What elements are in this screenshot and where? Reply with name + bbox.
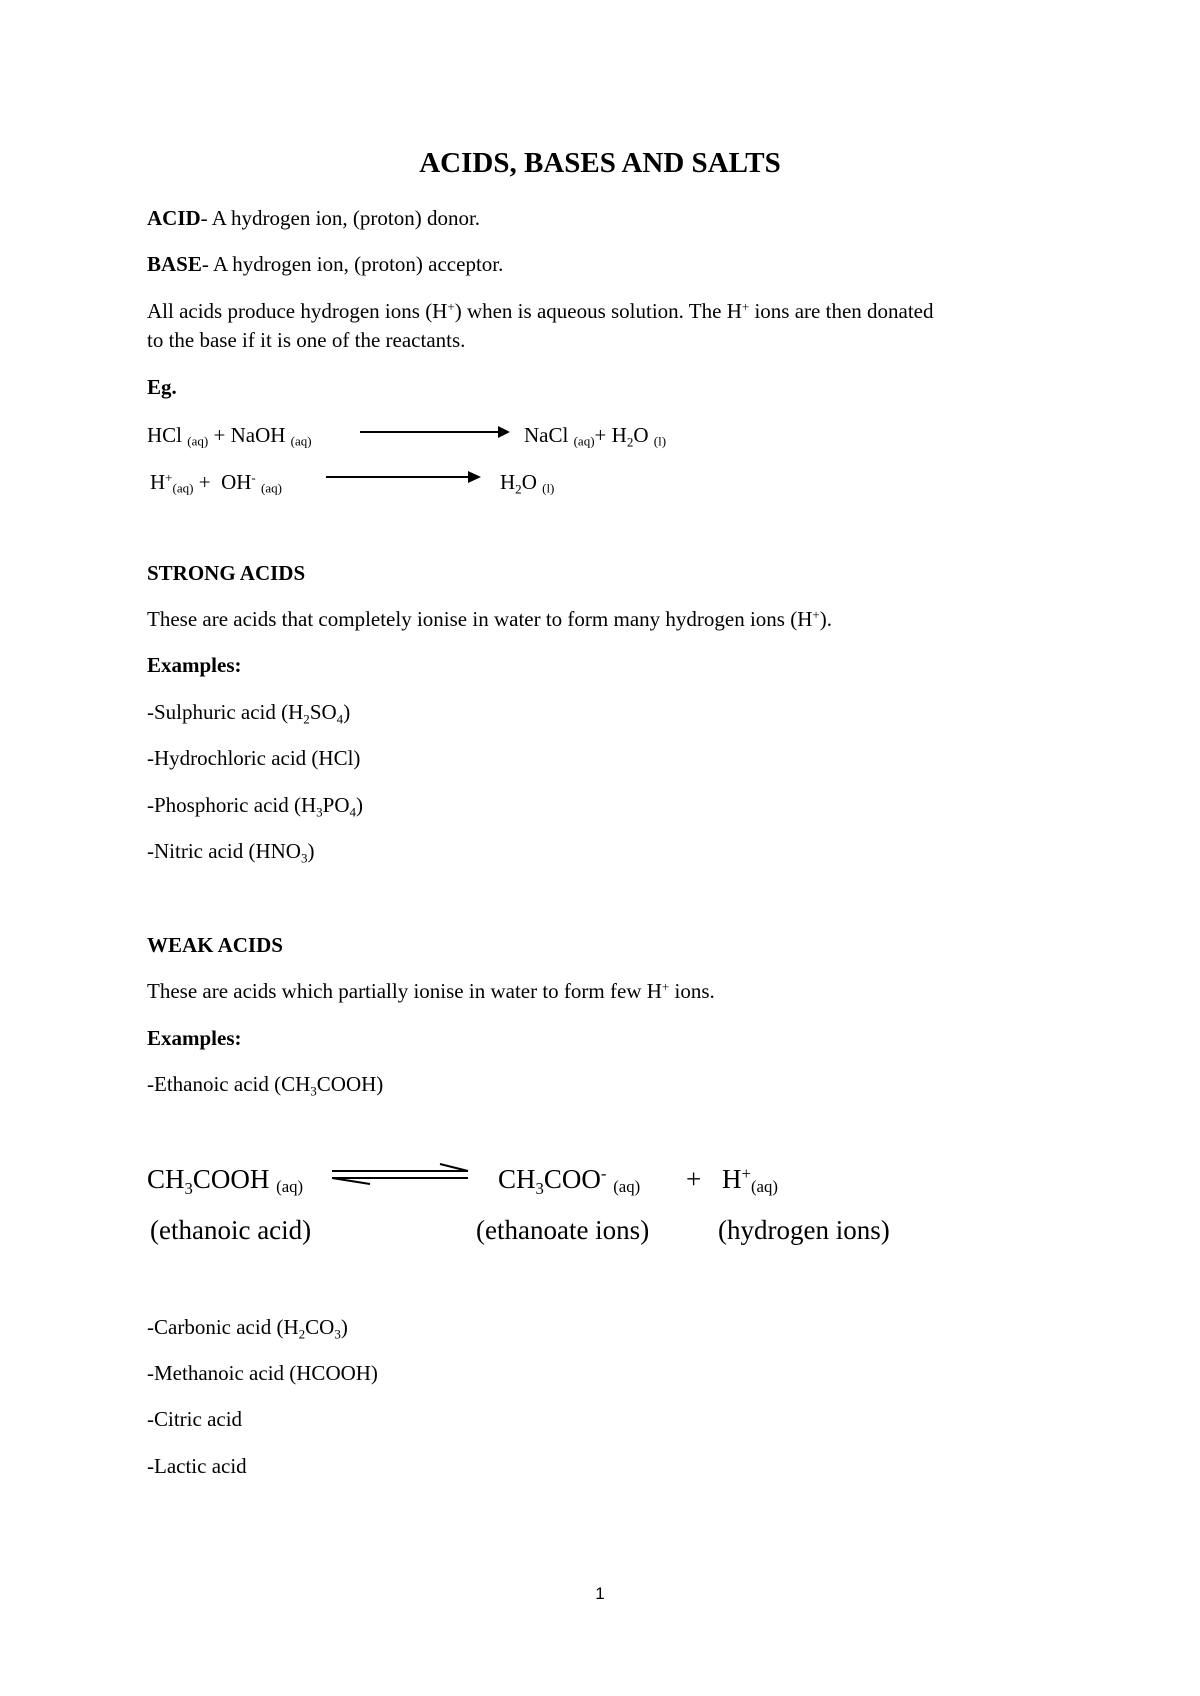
item-text: -Phosphoric acid (H bbox=[147, 793, 317, 817]
intro-sup-1: + bbox=[447, 298, 455, 314]
eq2-p1-o: O bbox=[521, 470, 537, 494]
label-hydrogen-ions: (hydrogen ions) bbox=[718, 1215, 890, 1245]
weak-acids-heading: WEAK ACIDS bbox=[147, 933, 283, 957]
item-sub: 3 bbox=[334, 1326, 341, 1342]
item-sub: 2 bbox=[298, 1326, 306, 1342]
base-definition bbox=[147, 251, 503, 277]
list-item bbox=[147, 792, 363, 818]
item-text: ) bbox=[356, 793, 364, 817]
item-sub: 3 bbox=[310, 1083, 317, 1099]
strong-examples-label: Examples: bbox=[147, 653, 242, 677]
list-item bbox=[147, 838, 314, 864]
eq1-r1-state: (aq) bbox=[187, 433, 209, 449]
eq2-r1: H bbox=[150, 470, 166, 494]
eqm-p2-state: (aq) bbox=[750, 1177, 778, 1197]
eq1-r2-state: (aq) bbox=[290, 433, 312, 449]
equilibrium-plus: + bbox=[686, 1164, 702, 1194]
list-item bbox=[147, 1314, 348, 1340]
item-sub: 3 bbox=[316, 804, 323, 820]
eqm-p1-state: (aq) bbox=[613, 1177, 641, 1197]
intro-text-1: All acids produce hydrogen ions (H bbox=[147, 299, 448, 323]
eqm-r-cooh: COOH bbox=[192, 1164, 270, 1194]
item-text: CO bbox=[305, 1315, 335, 1339]
equation2-arrow bbox=[326, 469, 481, 485]
eq1-p2-h: H bbox=[611, 423, 627, 447]
eqm-p1-sub: 3 bbox=[535, 1178, 544, 1198]
eq2-r2: OH bbox=[221, 470, 252, 494]
item-text: PO bbox=[322, 793, 350, 817]
acid-definition-text: - A hydrogen ion, (proton) donor. bbox=[200, 206, 481, 230]
intro-paragraph-line1 bbox=[147, 298, 934, 324]
equilibrium-product1 bbox=[498, 1163, 641, 1198]
equilibrium-arrow bbox=[330, 1162, 470, 1188]
eqm-p2-sup: + bbox=[741, 1163, 751, 1183]
eq1-p1: NaCl bbox=[524, 423, 569, 447]
item-text: ) bbox=[343, 700, 351, 724]
intro-sup-2: + bbox=[741, 298, 750, 314]
eqm-r-sub: 3 bbox=[184, 1178, 193, 1198]
page-number: 1 bbox=[595, 1584, 605, 1603]
eq2-r1-state: (aq) bbox=[172, 480, 194, 496]
eqm-p1-ch: CH bbox=[498, 1164, 536, 1194]
equation2-reactants bbox=[150, 469, 282, 495]
item-text: -Carbonic acid (H bbox=[147, 1315, 299, 1339]
eq1-plus: + bbox=[213, 423, 226, 447]
acid-term: ACID bbox=[147, 206, 201, 230]
equilibrium-reactant bbox=[147, 1163, 304, 1198]
weak-acids-text bbox=[147, 978, 715, 1004]
list-item bbox=[147, 745, 360, 771]
weak-text-end: ions. bbox=[669, 979, 715, 1003]
strong-text: These are acids that completely ionise in water to form many hydrogen ions (H bbox=[147, 607, 813, 631]
eqm-p1-sup: - bbox=[600, 1163, 607, 1183]
equation1-reactants bbox=[147, 422, 312, 448]
eq1-p2-state: (l) bbox=[653, 433, 667, 449]
item-text: SO bbox=[309, 700, 337, 724]
acid-definition bbox=[147, 205, 480, 231]
list-item bbox=[147, 1071, 383, 1097]
eq2-plus: + bbox=[198, 470, 211, 494]
eq2-r2-state: (aq) bbox=[261, 480, 282, 496]
item-text: ) bbox=[340, 1315, 348, 1339]
eq1-r1: HCl bbox=[147, 423, 183, 447]
strong-acids-heading: STRONG ACIDS bbox=[147, 561, 306, 585]
equation1-arrow bbox=[360, 424, 510, 440]
eqm-p1-coo: COO bbox=[543, 1164, 601, 1194]
intro-text-2: ) when is aqueous solution. The H bbox=[454, 299, 742, 323]
eqm-r-state: (aq) bbox=[276, 1177, 304, 1197]
eq2-p1-sub: 2 bbox=[515, 481, 522, 497]
label-ethanoate-ions: (ethanoate ions) bbox=[476, 1215, 650, 1245]
eqm-p2-h: H bbox=[722, 1164, 742, 1194]
item-sub: 4 bbox=[349, 804, 357, 820]
intro-text-3: ions are then donated bbox=[749, 299, 934, 323]
eq2-p1-h: H bbox=[500, 470, 516, 494]
base-definition-text: - A hydrogen ion, (proton) acceptor. bbox=[201, 252, 504, 276]
strong-text-end: ). bbox=[819, 607, 832, 631]
eq2-r1-sup: + bbox=[165, 469, 173, 485]
eq1-p2-sub: 2 bbox=[626, 434, 634, 450]
weak-examples-label: Examples: bbox=[147, 1026, 242, 1050]
item-text: COOH) bbox=[316, 1072, 384, 1096]
list-item: -Citric acid bbox=[147, 1407, 243, 1431]
base-term: BASE bbox=[147, 252, 202, 276]
item-sub: 4 bbox=[336, 711, 344, 727]
eq1-p1-state: (aq) bbox=[573, 433, 595, 449]
eq2-r2-sup: - bbox=[251, 469, 256, 485]
item-text: -Nitric acid (HNO bbox=[147, 839, 301, 863]
item-text: -Hydrochloric acid (HCl) bbox=[147, 746, 361, 770]
item-text: -Ethanoic acid (CH bbox=[147, 1072, 311, 1096]
eq1-p2-o: O bbox=[633, 423, 649, 447]
weak-text-sup: + bbox=[661, 978, 670, 994]
equation2-products bbox=[500, 469, 554, 495]
strong-text-sup: + bbox=[812, 606, 820, 622]
eq1-r2: NaOH bbox=[230, 423, 286, 447]
item-text: ) bbox=[307, 839, 315, 863]
list-item: -Lactic acid bbox=[147, 1454, 247, 1478]
equilibrium-product2 bbox=[722, 1163, 778, 1195]
page-title: ACIDS, BASES AND SALTS bbox=[419, 147, 781, 179]
equation1-products: NaCl $(aq)+ H_2O$ (l) bbox=[524, 423, 667, 450]
item-text: -Sulphuric acid (H bbox=[147, 700, 304, 724]
list-item bbox=[147, 699, 350, 725]
weak-text: These are acids which partially ionise in water to form few H bbox=[147, 979, 662, 1003]
strong-acids-text bbox=[147, 606, 832, 632]
eg-label: Eg. bbox=[147, 375, 177, 399]
eqm-r-ch: CH bbox=[147, 1164, 185, 1194]
item-sub: 2 bbox=[303, 711, 310, 727]
label-ethanoic-acid: (ethanoic acid) bbox=[150, 1215, 312, 1245]
intro-paragraph-line2: to the base if it is one of the reactants. bbox=[147, 328, 466, 352]
item-sub: 3 bbox=[300, 850, 308, 866]
eq2-p1-state: (l) bbox=[542, 480, 555, 496]
list-item: -Methanoic acid (HCOOH) bbox=[147, 1361, 378, 1385]
